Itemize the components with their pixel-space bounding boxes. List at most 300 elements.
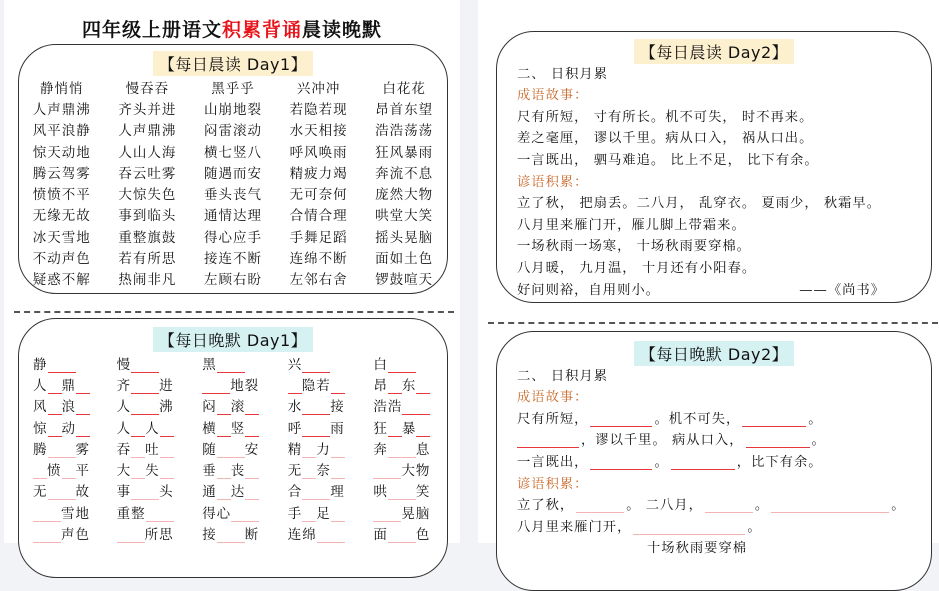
prompt-text: 事 bbox=[116, 484, 132, 501]
text: 。 bbox=[891, 498, 906, 514]
fill-blank[interactable] bbox=[217, 358, 245, 373]
proverb-fill-line bbox=[517, 492, 911, 514]
prompt-text: 惊 bbox=[33, 420, 48, 437]
proverb-label: 谚语积累： bbox=[517, 476, 589, 492]
fill-cell bbox=[190, 395, 276, 415]
day2-morning-card bbox=[496, 31, 932, 303]
text: 。 bbox=[808, 411, 823, 427]
prompt-text: 沸 bbox=[159, 399, 174, 416]
title-highlight: 积累背诵 bbox=[221, 19, 302, 41]
fill-blank[interactable] bbox=[317, 528, 345, 543]
word-cell: 浩浩荡荡 bbox=[375, 123, 434, 140]
fill-blank[interactable] bbox=[331, 464, 345, 479]
fill-blank[interactable] bbox=[146, 507, 174, 522]
idiom-line: 尺有所短， 寸有所长。机不可失， 时不再来。 bbox=[517, 109, 814, 125]
fill-cell bbox=[276, 523, 362, 543]
prompt-text: 吞 bbox=[116, 441, 132, 458]
day1-morning-card bbox=[18, 44, 448, 294]
fill-cell bbox=[190, 353, 276, 373]
word-cell: 垂头丧气 bbox=[203, 187, 262, 204]
prompt-text: 失 bbox=[145, 463, 160, 480]
fill-cell bbox=[361, 353, 447, 373]
word-cell: 热闹非凡 bbox=[118, 272, 177, 289]
fill-cell bbox=[361, 417, 447, 437]
word-row bbox=[19, 204, 447, 225]
fill-blank[interactable] bbox=[302, 443, 316, 458]
word-cell: 无可奈何 bbox=[289, 187, 348, 204]
word-cell: 合情合理 bbox=[289, 208, 348, 225]
word-cell: 人山人海 bbox=[118, 144, 177, 161]
text: 。 bbox=[811, 433, 826, 449]
prompt-text: 腾 bbox=[33, 441, 48, 458]
word-cell: 左顾右盼 bbox=[203, 272, 262, 289]
word-cell: 手舞足蹈 bbox=[289, 229, 348, 246]
word-row bbox=[19, 76, 447, 97]
fill-row bbox=[19, 395, 447, 416]
prompt-text: 人 bbox=[145, 420, 160, 437]
fill-row bbox=[19, 480, 447, 501]
text: 。机不可失， bbox=[654, 411, 741, 427]
fill-cell bbox=[276, 395, 362, 415]
fill-blank[interactable] bbox=[48, 443, 76, 458]
prompt-text: 愤 bbox=[47, 463, 62, 480]
fill-blank[interactable] bbox=[705, 499, 753, 513]
word-cell: 随遇而安 bbox=[203, 165, 262, 182]
fill-cell bbox=[105, 523, 191, 543]
fill-cell bbox=[105, 353, 191, 373]
word-cell: 呼风唤雨 bbox=[289, 144, 348, 161]
fill-blank[interactable] bbox=[160, 464, 174, 479]
word-cell: 人声鼎沸 bbox=[32, 101, 91, 118]
fill-cell bbox=[361, 438, 447, 458]
fill-blank[interactable] bbox=[771, 499, 889, 513]
idiom-label: 成语故事： bbox=[517, 88, 589, 104]
fill-cell bbox=[105, 417, 191, 437]
idiom-fill-line bbox=[517, 448, 911, 470]
word-cell: 连绵不断 bbox=[289, 251, 348, 268]
prompt-text: 达 bbox=[230, 484, 246, 501]
fill-cell bbox=[105, 438, 191, 458]
word-cell: 昂首东望 bbox=[375, 101, 434, 118]
word-cell: 横七竖八 bbox=[203, 144, 262, 161]
fill-cell bbox=[361, 523, 447, 543]
prompt-text: 进 bbox=[159, 377, 174, 394]
fill-cell bbox=[19, 395, 105, 415]
fill-cell bbox=[361, 480, 447, 500]
word-cell: 黑乎乎 bbox=[211, 80, 255, 97]
prompt-text: 精 bbox=[287, 441, 303, 458]
prompt-text: 通 bbox=[202, 484, 217, 501]
idiom-fill-line bbox=[517, 427, 911, 449]
fill-blank[interactable] bbox=[590, 413, 652, 427]
prompt-text: 笑 bbox=[415, 484, 431, 501]
word-row bbox=[19, 119, 447, 140]
day2-evening-content bbox=[517, 362, 911, 556]
fill-cell bbox=[190, 438, 276, 458]
fill-blank[interactable] bbox=[302, 422, 330, 437]
prompt-text: 足 bbox=[316, 505, 331, 522]
fill-blank[interactable] bbox=[217, 464, 231, 479]
word-cell: 锣鼓喧天 bbox=[375, 272, 434, 289]
fill-cell bbox=[276, 438, 362, 458]
page-left bbox=[4, 0, 460, 543]
text: 立了秋， bbox=[517, 498, 575, 514]
fill-blank[interactable] bbox=[217, 443, 245, 458]
fill-blank[interactable] bbox=[33, 464, 47, 479]
proverb-line: 一场秋雨一场寒， 十场秋雨要穿棉。 bbox=[517, 239, 751, 255]
fill-blank[interactable] bbox=[76, 379, 90, 394]
prompt-text: 所思 bbox=[144, 527, 174, 544]
proverb-fill-line-clipped bbox=[517, 535, 911, 557]
fill-blank[interactable] bbox=[388, 358, 416, 373]
idiom-fill-line bbox=[517, 405, 911, 427]
fill-blank[interactable] bbox=[245, 400, 259, 415]
prompt-text: 东 bbox=[401, 377, 417, 394]
fill-blank[interactable] bbox=[388, 485, 416, 500]
fill-cell bbox=[19, 480, 105, 500]
fill-row bbox=[19, 352, 447, 373]
prompt-text: 连绵 bbox=[287, 527, 317, 544]
fill-blank[interactable] bbox=[160, 443, 174, 458]
prompt-text: 人 bbox=[33, 377, 48, 394]
cut-line bbox=[14, 311, 454, 313]
prompt-text: 雨 bbox=[330, 420, 345, 437]
fill-cell bbox=[105, 502, 191, 522]
prompt-text: 齐 bbox=[116, 377, 132, 394]
text: 。 bbox=[747, 519, 762, 535]
day1-morning-header bbox=[19, 51, 447, 76]
prompt-text: 色 bbox=[415, 527, 431, 544]
word-cell: 山崩地裂 bbox=[203, 101, 262, 118]
fill-blank[interactable] bbox=[131, 358, 159, 373]
fill-blank[interactable] bbox=[245, 464, 259, 479]
fill-blank[interactable] bbox=[633, 521, 745, 535]
fill-blank[interactable] bbox=[217, 485, 231, 500]
fill-blank[interactable] bbox=[48, 485, 76, 500]
fill-cell bbox=[276, 353, 362, 373]
prompt-text: 丧 bbox=[230, 463, 246, 480]
word-cell: 重整旗鼓 bbox=[118, 229, 177, 246]
word-cell: 人声鼎沸 bbox=[118, 123, 177, 140]
prompt-text: 竖 bbox=[230, 420, 246, 437]
fill-row bbox=[19, 416, 447, 437]
fill-blank[interactable] bbox=[48, 358, 76, 373]
fill-blank[interactable] bbox=[33, 507, 61, 522]
fill-blank[interactable] bbox=[48, 379, 62, 394]
prompt-text: 横 bbox=[202, 420, 217, 437]
fill-blank[interactable] bbox=[590, 456, 652, 470]
word-row bbox=[19, 225, 447, 246]
text: 。 bbox=[654, 454, 669, 470]
fill-blank[interactable] bbox=[217, 400, 231, 415]
day1-morning-word-grid bbox=[19, 76, 447, 289]
fill-blank[interactable] bbox=[331, 379, 345, 394]
prompt-text: 安 bbox=[244, 441, 260, 458]
text: 八月里来雁门开， bbox=[517, 519, 632, 535]
prompt-text: 黑 bbox=[202, 356, 217, 373]
prompt-text: 断 bbox=[244, 527, 260, 544]
title-suffix: 晨读晚默 bbox=[302, 19, 383, 41]
fill-blank[interactable] bbox=[302, 507, 316, 522]
word-cell: 静悄悄 bbox=[40, 80, 84, 97]
prompt-text: 大 bbox=[116, 463, 132, 480]
word-cell: 若有所思 bbox=[118, 251, 177, 268]
fill-blank[interactable] bbox=[62, 464, 76, 479]
proverb-fill-line bbox=[517, 513, 911, 535]
fill-row bbox=[19, 437, 447, 458]
prompt-text: 接 bbox=[330, 399, 345, 416]
fill-cell bbox=[105, 374, 191, 394]
day2-evening-card bbox=[496, 331, 932, 591]
prompt-text: 吐 bbox=[145, 441, 160, 458]
word-cell: 风平浪静 bbox=[32, 123, 91, 140]
fill-blank[interactable] bbox=[388, 379, 402, 394]
title-prefix: 四年级上册语文 bbox=[81, 19, 222, 41]
prompt-text: 奈 bbox=[316, 463, 331, 480]
fill-blank[interactable] bbox=[402, 400, 430, 415]
fill-cell bbox=[190, 417, 276, 437]
prompt-text: 隐若 bbox=[301, 377, 331, 394]
fill-blank[interactable] bbox=[388, 528, 416, 543]
word-cell: 得心应手 bbox=[203, 229, 262, 246]
prompt-text: 昂 bbox=[373, 377, 388, 394]
fill-cell bbox=[276, 417, 362, 437]
fill-cell bbox=[190, 502, 276, 522]
text: ，比下有余。 bbox=[736, 454, 823, 470]
fill-blank[interactable] bbox=[117, 528, 145, 543]
word-cell: 事到临头 bbox=[118, 208, 177, 225]
word-cell: 冰天雪地 bbox=[32, 229, 91, 246]
fill-cell bbox=[19, 438, 105, 458]
proverb-text: 好问则裕，自用则小。 bbox=[517, 282, 660, 298]
fill-cell bbox=[105, 395, 191, 415]
word-row bbox=[19, 246, 447, 267]
day2-evening-header-text: 【每日晚默 Day2】 bbox=[634, 341, 794, 366]
fill-cell bbox=[361, 395, 447, 415]
prompt-text: 静 bbox=[33, 356, 48, 373]
fill-blank[interactable] bbox=[131, 379, 159, 394]
document-title bbox=[4, 15, 460, 42]
prompt-text: 头 bbox=[159, 484, 174, 501]
fill-blank[interactable] bbox=[388, 422, 402, 437]
proverb-line: 立了秋， 把扇丢。二八月， 乱穿衣。 夏雨少， 秋霜早。 bbox=[517, 196, 882, 212]
text: 。 二八月， bbox=[626, 498, 703, 514]
prompt-text: 风 bbox=[33, 399, 48, 416]
text: 十场秋雨要穿棉 bbox=[647, 541, 748, 557]
prompt-text: 理 bbox=[330, 484, 345, 501]
fill-blank[interactable] bbox=[217, 528, 245, 543]
day1-evening-fill-grid bbox=[19, 352, 447, 544]
prompt-text: 雪地 bbox=[61, 505, 90, 522]
prompt-text: 白 bbox=[373, 356, 388, 373]
word-row bbox=[19, 268, 447, 289]
day1-evening-header bbox=[19, 327, 447, 352]
prompt-text: 奔 bbox=[373, 441, 388, 458]
section-title: 二、 日积月累 bbox=[517, 66, 609, 82]
prompt-text: 雾 bbox=[75, 441, 90, 458]
fill-blank[interactable] bbox=[302, 358, 330, 373]
fill-blank[interactable] bbox=[48, 422, 62, 437]
word-cell: 无缘无故 bbox=[32, 208, 91, 225]
text: ，谬以千里。 病从口入， bbox=[581, 433, 744, 449]
prompt-text: 地裂 bbox=[230, 377, 260, 394]
word-cell: 哄堂大笑 bbox=[375, 208, 434, 225]
fill-cell bbox=[19, 374, 105, 394]
prompt-text: 合 bbox=[287, 484, 303, 501]
word-cell: 慢吞吞 bbox=[125, 80, 170, 97]
prompt-text: 哄 bbox=[373, 484, 388, 501]
prompt-text: 水 bbox=[287, 399, 303, 416]
fill-blank[interactable] bbox=[33, 528, 61, 543]
prompt-text: 狂 bbox=[373, 420, 388, 437]
fill-blank[interactable] bbox=[416, 422, 430, 437]
prompt-text: 平 bbox=[75, 463, 90, 480]
fill-cell bbox=[276, 502, 362, 522]
fill-blank[interactable] bbox=[302, 400, 330, 415]
prompt-text: 手 bbox=[287, 505, 303, 522]
fill-blank[interactable] bbox=[245, 422, 259, 437]
word-cell: 疑惑不解 bbox=[32, 272, 91, 289]
cut-line bbox=[488, 322, 938, 324]
prompt-text: 大物 bbox=[401, 463, 431, 480]
fill-cell bbox=[361, 374, 447, 394]
fill-blank[interactable] bbox=[671, 456, 735, 470]
fill-blank[interactable] bbox=[742, 413, 806, 427]
proverb-label: 谚语积累： bbox=[517, 174, 589, 190]
fill-cell bbox=[190, 523, 276, 543]
word-cell: 惊天动地 bbox=[32, 144, 91, 161]
fill-blank[interactable] bbox=[416, 379, 430, 394]
word-row bbox=[19, 161, 447, 182]
fill-blank[interactable] bbox=[131, 400, 159, 415]
fill-cell bbox=[105, 459, 191, 479]
fill-cell bbox=[19, 502, 105, 522]
prompt-text: 垂 bbox=[202, 463, 217, 480]
prompt-text: 随 bbox=[202, 441, 217, 458]
word-cell: 齐头并进 bbox=[118, 101, 177, 118]
fill-blank[interactable] bbox=[231, 507, 259, 522]
fill-blank[interactable] bbox=[76, 400, 90, 415]
fill-cell bbox=[105, 480, 191, 500]
fill-cell bbox=[361, 459, 447, 479]
fill-blank[interactable] bbox=[160, 422, 174, 437]
fill-blank[interactable] bbox=[373, 464, 401, 479]
word-cell: 面如土色 bbox=[375, 251, 434, 268]
prompt-text: 无 bbox=[287, 463, 303, 480]
fill-blank[interactable] bbox=[576, 499, 624, 513]
proverb-line: 八月里来雁门开，雁儿脚上带霜来。 bbox=[517, 217, 746, 233]
word-cell: 愤愤不平 bbox=[32, 187, 91, 204]
fill-cell bbox=[19, 459, 105, 479]
word-row bbox=[19, 182, 447, 203]
prompt-text: 兴 bbox=[287, 356, 303, 373]
fill-cell bbox=[361, 502, 447, 522]
word-cell: 吞云吐雾 bbox=[118, 165, 177, 182]
fill-blank[interactable] bbox=[302, 464, 316, 479]
text: 。 bbox=[754, 498, 770, 514]
fill-blank[interactable] bbox=[517, 434, 579, 448]
word-cell: 奔流不息 bbox=[375, 165, 434, 182]
fill-blank[interactable] bbox=[131, 485, 159, 500]
fill-blank[interactable] bbox=[288, 379, 302, 394]
word-cell: 大惊失色 bbox=[118, 187, 177, 204]
fill-blank[interactable] bbox=[131, 464, 145, 479]
quote-source: ——《尚书》 bbox=[799, 282, 885, 298]
fill-cell bbox=[276, 374, 362, 394]
day2-morning-header-text: 【每日晨读 Day2】 bbox=[634, 39, 794, 64]
word-cell: 若隐若现 bbox=[289, 101, 348, 118]
prompt-text: 鼎 bbox=[61, 377, 76, 394]
word-cell: 摇头晃脑 bbox=[375, 229, 434, 246]
word-cell: 兴冲冲 bbox=[296, 80, 341, 97]
fill-blank[interactable] bbox=[217, 422, 231, 437]
fill-cell bbox=[190, 374, 276, 394]
prompt-text: 息 bbox=[415, 441, 431, 458]
fill-blank[interactable] bbox=[202, 379, 230, 394]
fill-blank[interactable] bbox=[76, 422, 90, 437]
page-right bbox=[478, 0, 939, 557]
fill-blank[interactable] bbox=[48, 400, 62, 415]
fill-blank[interactable] bbox=[131, 422, 145, 437]
prompt-text: 人 bbox=[116, 399, 132, 416]
day1-evening-card bbox=[18, 318, 448, 578]
word-cell: 水天相接 bbox=[289, 123, 348, 140]
word-cell: 精疲力竭 bbox=[289, 165, 348, 182]
fill-blank[interactable] bbox=[388, 443, 416, 458]
day2-morning-content bbox=[517, 60, 911, 298]
fill-blank[interactable] bbox=[245, 485, 259, 500]
word-cell: 左邻右舍 bbox=[289, 272, 348, 289]
prompt-text: 人 bbox=[116, 420, 132, 437]
fill-cell bbox=[19, 523, 105, 543]
proverb-line-with-source bbox=[517, 276, 911, 298]
text: 尺有所短， bbox=[517, 411, 589, 427]
prompt-text: 接 bbox=[202, 527, 217, 544]
prompt-text: 闷 bbox=[202, 399, 217, 416]
fill-blank[interactable] bbox=[331, 507, 345, 522]
word-cell: 狂风暴雨 bbox=[375, 144, 434, 161]
fill-row bbox=[19, 501, 447, 522]
prompt-text: 面 bbox=[373, 527, 388, 544]
fill-row bbox=[19, 458, 447, 479]
fill-row bbox=[19, 373, 447, 394]
prompt-text: 滚 bbox=[230, 399, 246, 416]
prompt-text: 浪 bbox=[61, 399, 76, 416]
prompt-text: 故 bbox=[75, 484, 90, 501]
proverb-line: 八月暖， 九月温， 十月还有小阳春。 bbox=[517, 260, 757, 276]
fill-cell bbox=[190, 459, 276, 479]
day1-evening-header-text: 【每日晚默 Day1】 bbox=[153, 327, 313, 352]
fill-blank[interactable] bbox=[373, 507, 401, 522]
fill-blank[interactable] bbox=[131, 443, 145, 458]
fill-blank[interactable] bbox=[746, 434, 810, 448]
section-title: 二、 日积月累 bbox=[517, 368, 609, 384]
fill-blank[interactable] bbox=[331, 443, 345, 458]
idiom-line: 差之毫厘， 谬以千里。病从口入， 祸从口出。 bbox=[517, 131, 814, 147]
fill-cell bbox=[276, 459, 362, 479]
fill-cell bbox=[19, 417, 105, 437]
fill-row bbox=[19, 522, 447, 543]
day1-morning-header-text: 【每日晨读 Day1】 bbox=[153, 51, 313, 76]
word-cell: 腾云驾雾 bbox=[32, 165, 91, 182]
prompt-text: 慢 bbox=[116, 356, 132, 373]
text: 一言既出， bbox=[517, 454, 589, 470]
fill-blank[interactable] bbox=[302, 485, 330, 500]
word-row bbox=[19, 140, 447, 161]
prompt-text: 动 bbox=[61, 420, 76, 437]
fill-cell bbox=[19, 353, 105, 373]
prompt-text: 无 bbox=[33, 484, 48, 501]
